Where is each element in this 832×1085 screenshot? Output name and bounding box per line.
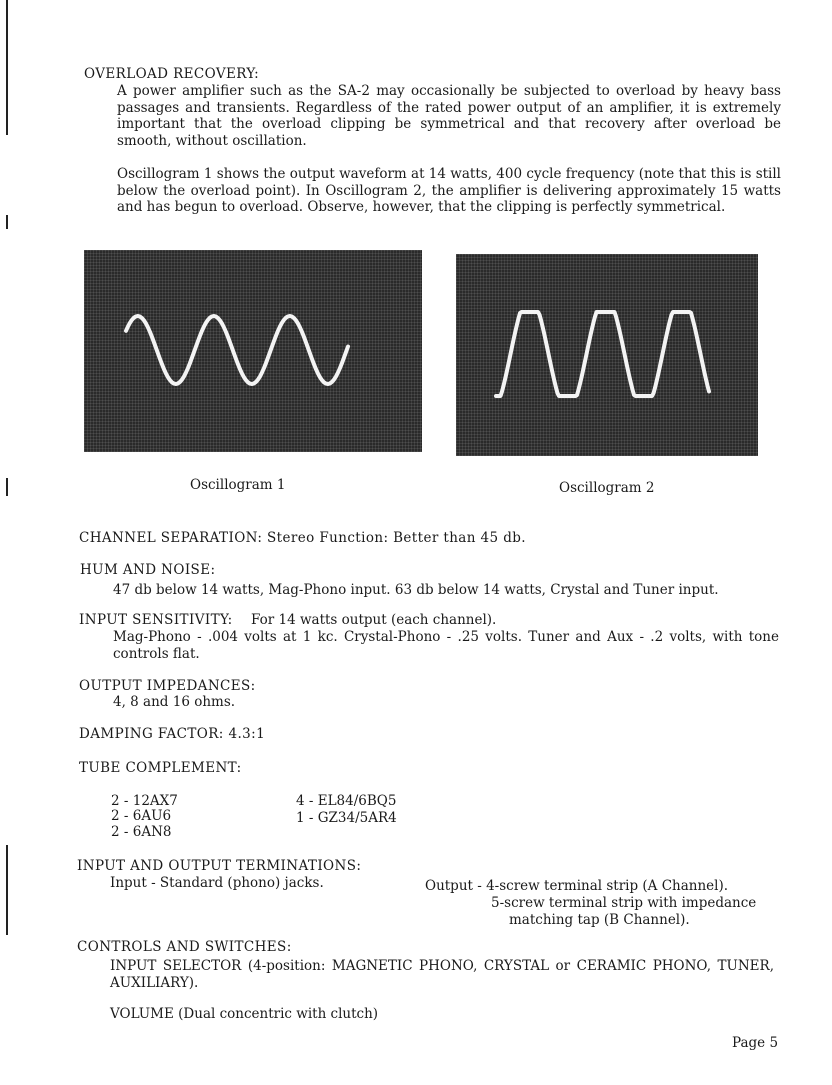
output-impedances-text: 4, 8 and 16 ohms. — [113, 694, 236, 710]
overload-paragraph-1: A power amplifier such as the SA-2 may occasionally be subjected to overload by heavy bass passages and transients. Regardless of the rated power output of an amplifier, it is extremely important that the overload clipping be symmetrical and that recovery after overload be smooth, without oscillation. — [117, 83, 781, 149]
input-sensitivity-inline: For 14 watts output (each channel). — [251, 612, 497, 628]
oscillogram-1-trace — [84, 250, 422, 452]
oscillogram-2-caption: Oscillogram 2 — [559, 480, 655, 496]
controls-volume: VOLUME (Dual concentric with clutch) — [110, 1006, 379, 1022]
oscillogram-2-trace — [456, 254, 758, 456]
overload-heading: OVERLOAD RECOVERY: — [84, 66, 260, 82]
overload-paragraph-2: Oscillogram 1 shows the output waveform at 14 watts, 400 cycle frequency (note that this is still below the overload point). In Oscillogram 2, the amplifier is delivering approximately 15 watts and has begun to overload. Observe, however, that the clipping is perfectly symmetrical. — [117, 166, 781, 215]
margin-mark — [6, 215, 8, 229]
margin-mark — [6, 845, 8, 935]
oscillogram-2-image — [456, 254, 758, 456]
terminations-output-2: 5-screw terminal strip with impedance — [491, 895, 757, 911]
controls-input-selector: INPUT SELECTOR (4-position: MAGNETIC PHONO, CRYSTAL or CERAMIC PHONO, TUNER, AUXILIARY). — [110, 958, 774, 991]
output-impedances-heading: OUTPUT IMPEDANCES: — [79, 678, 256, 694]
tube-right-1: 4 - EL84/6BQ5 — [296, 793, 397, 809]
tube-left-1: 2 - 12AX7 — [111, 793, 178, 809]
page-number: Page 5 — [732, 1035, 779, 1051]
tube-left-3: 2 - 6AN8 — [111, 824, 172, 840]
channel-separation: CHANNEL SEPARATION: Stereo Function: Better than 45 db. — [79, 530, 526, 546]
terminations-output-1: Output - 4-screw terminal strip (A Channel). — [425, 878, 729, 894]
hum-noise-text: 47 db below 14 watts, Mag-Phono input. 63 db below 14 watts, Crystal and Tuner input. — [113, 582, 719, 598]
damping-factor: DAMPING FACTOR: 4.3:1 — [79, 726, 266, 742]
terminations-output-3: matching tap (B Channel). — [509, 912, 690, 928]
input-sensitivity-text: Mag-Phono - .004 volts at 1 kc. Crystal-Phono - .25 volts. Tuner and Aux - .2 volts, with tone controls flat. — [113, 629, 779, 662]
input-sensitivity-heading: INPUT SENSITIVITY: — [79, 612, 233, 628]
margin-mark — [6, 478, 8, 496]
hum-noise-heading: HUM AND NOISE: — [80, 562, 216, 578]
terminations-input: Input - Standard (phono) jacks. — [110, 875, 324, 891]
tube-complement-heading: TUBE COMPLEMENT: — [79, 760, 242, 776]
controls-heading: CONTROLS AND SWITCHES: — [77, 939, 292, 955]
margin-mark — [6, 0, 8, 135]
tube-left-2: 2 - 6AU6 — [111, 808, 172, 824]
tube-right-2: 1 - GZ34/5AR4 — [296, 810, 397, 826]
oscillogram-1-caption: Oscillogram 1 — [190, 477, 286, 493]
terminations-heading: INPUT AND OUTPUT TERMINATIONS: — [77, 858, 362, 874]
oscillogram-1-image — [84, 250, 422, 452]
